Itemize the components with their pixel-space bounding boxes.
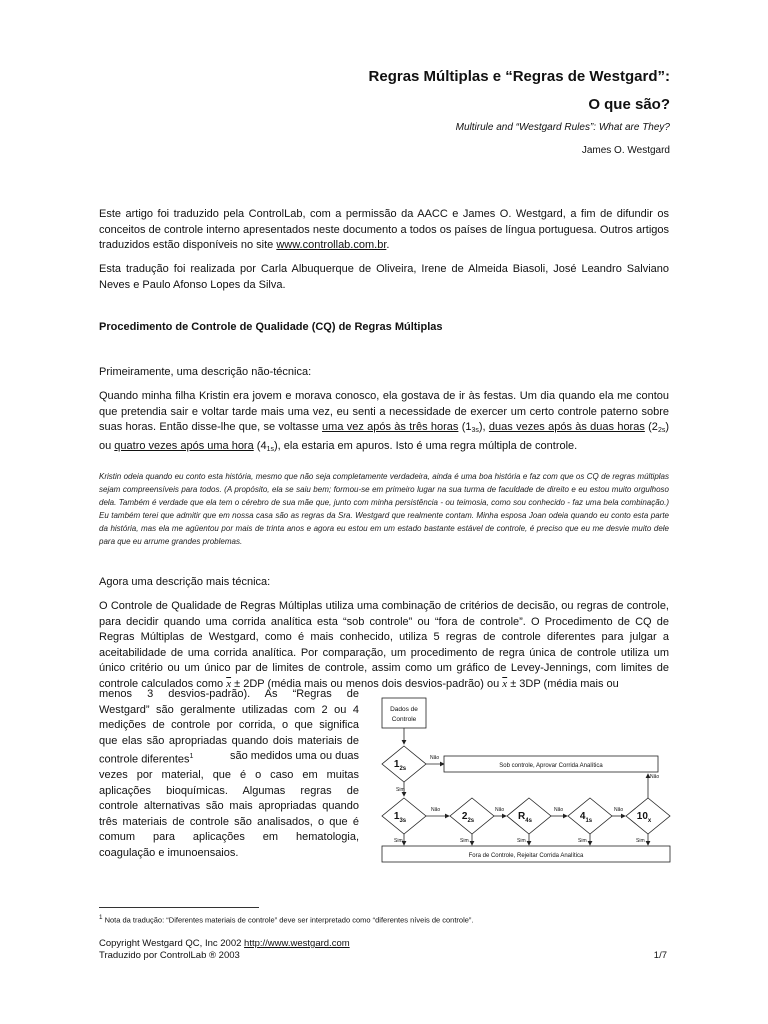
rule-phrase-3: quatro vezes após uma hora <box>114 439 254 452</box>
controllab-link[interactable]: www.controllab.com.br <box>276 239 387 251</box>
translated-by: Traduzido por ControlLab ® 2003 <box>99 950 240 961</box>
tech-text-mid: ± 2DP (média mais ou menos dois desvios-padrão) ou <box>231 677 503 690</box>
rule-phrase-2: duas vezes após às duas horas <box>488 421 645 433</box>
mean-symbol-2: $\overline{x}$ <box>502 677 508 690</box>
copyright-line <box>99 938 350 949</box>
wrap-line: aplicações bioquímicas. Algumas regras de <box>99 784 359 797</box>
westgard-link[interactable]: http://www.westgard.com <box>244 938 350 949</box>
story-text: Quando minha filha Kristin era jovem e morava conosco, ela gostava de ir às festas. Um dia quando ela me contou que pretendia sair e voltar tarde mais uma vez, eu senti a necessidade de exercer um certo controle paterno sobre suas horas. Então disse-lhe que, se voltasse <box>99 390 669 433</box>
no-label: Não <box>614 807 624 813</box>
wrap-line: menos 3 desvios-padrão). As “Regras de <box>99 688 359 700</box>
yes-label: Sim <box>578 838 587 844</box>
wrap-line: Westgard” são geralmente utilizadas com 2 ou 4 <box>99 703 359 716</box>
no-label: Não <box>495 807 505 813</box>
rule-4-1s-diamond <box>568 798 612 834</box>
intro-text: Este artigo foi traduzido pela ControlLab, com a permissão da AACC e James O. Westgard, a fim de difundir os conceitos de controle interno apresentados neste documento a todos os países de língua portuguesa. Outros artigos traduzidos estão disponíveis no site <box>99 208 669 251</box>
footnote <box>99 914 474 925</box>
wrap-line: medições de controle por corrida, o que significa <box>99 719 359 731</box>
wrap-line: coagulação e imunoensaios. <box>99 846 239 859</box>
rule-label: $1_{3s}$ <box>393 811 407 824</box>
rule-code-3-sub: 1s <box>266 445 274 453</box>
footnote-rule <box>99 907 259 908</box>
mean-symbol: $\overline{x}$ <box>226 677 232 690</box>
footnote-number: 1 <box>99 914 103 921</box>
yes-label: Sim <box>396 787 405 793</box>
tech-text-end: ± 3DP (média mais ou <box>507 677 619 690</box>
yes-label: Sim <box>517 838 526 844</box>
wrap-line: que elas são apropriadas quando dois materiais de <box>99 734 359 747</box>
wrap-line-footnote <box>99 749 359 768</box>
rule-10x-diamond <box>626 798 670 834</box>
rule-2-2s-diamond <box>450 798 494 834</box>
copyright-text: Copyright Westgard QC, Inc 2002 <box>99 938 245 949</box>
rule-code-1: (1 <box>458 421 472 433</box>
title-line-1: Regras Múltiplas e “Regras de Westgard”: <box>368 68 670 85</box>
accept-label: Sob controle, Aprovar Corrida Analítica <box>499 763 603 769</box>
reject-label: Fora de Controle, Rejeitar Corrida Analítica <box>468 853 584 859</box>
rule-label: $4_{1s}$ <box>579 811 593 824</box>
story-note: Kristin odeia quando eu conto esta história, mesmo que não seja completamente verdadeira, ainda é uma boa história e faz com que os CQ de regras múltiplas sejam compreensíveis para todos. (A propósito, ela se saiu bem; formou-se em primeiro lugar na sua turma de faculdade de direito e eu estou muito orgulhoso dela. Também é verdade que ela tem o cérebro de sua mãe que, junto com minha persistência - ou teimosia, como sou conhecido - faz uma bela combinação.) Eu também terei que admitir que em nossa casa são as regras da Sra. Westgard que realmente contam. Minha esposa Joan odeia quando eu conto esta parte da história, mas ela me agüentou por mais de trinta anos e agora eu estou em um estado bastante estável de controle, é preciso que eu me desvie muito dele para que eu arrume grandes problemas. <box>99 472 669 546</box>
section-heading: Procedimento de Controle de Qualidade (CQ) de Regras Múltiplas <box>99 321 443 333</box>
rule-code-1-sub: 3s <box>471 427 479 434</box>
rule-phrase-1: uma vez após às três horas <box>322 421 459 433</box>
nontech-heading: Primeiramente, uma descrição não-técnica: <box>99 366 312 378</box>
wrap-line: controle alternativas são mais apropriadas quando <box>99 800 359 813</box>
wrap-line: três materiais de controle são analisados, o que é <box>99 815 359 828</box>
data-box <box>382 698 426 728</box>
data-box-line-2: Controle <box>391 716 417 723</box>
footnote-text: Nota da tradução: “Diferentes materiais de controle” deve ser interpretado como “diferentes níveis de controle”. <box>102 915 474 925</box>
wrap-line-b: são medidos uma ou duas <box>229 750 359 762</box>
wrap-line-part <box>99 749 193 768</box>
wrap-column <box>99 687 359 861</box>
intro-end: . <box>386 239 390 251</box>
story-end: ), ela estaria em apuros. Isto é uma regra múltipla de controle. <box>273 439 578 452</box>
yes-label: Sim <box>636 838 645 844</box>
rule-1-3s-diamond <box>382 798 426 834</box>
rule-label: $R_{4s}$ <box>518 811 532 824</box>
story-paragraph <box>99 389 669 457</box>
footnote-ref[interactable]: 1 <box>189 753 194 760</box>
rule-label: $2_{2s}$ <box>461 811 475 824</box>
subtitle: Multirule and “Westgard Rules”: What are They? <box>455 122 670 133</box>
rule-code-1-close: ), <box>478 421 489 433</box>
rule-label: $10_x$ <box>636 811 652 824</box>
author: James O. Westgard <box>581 145 670 156</box>
wrap-line-a: controle diferentes <box>99 753 190 766</box>
yes-label: Sim <box>394 838 403 844</box>
no-label: Não <box>430 755 440 761</box>
title-line-2: O que são? <box>588 96 670 113</box>
westgard-flowchart <box>376 694 674 866</box>
tech-heading: Agora uma descrição mais técnica: <box>99 576 271 588</box>
wrap-line: vezes por material, que é o caso em muitas <box>99 769 359 782</box>
yes-label: Sim <box>460 838 469 844</box>
translators-paragraph: Esta tradução foi realizada por Carla Albuquerque de Oliveira, Irene de Almeida Biasoli, José Leandro Salviano Neves e Paulo Afonso Lopes da Silva. <box>99 263 669 291</box>
no-label: Não <box>554 807 564 813</box>
rule-label: $1_{2s}$ <box>393 759 407 772</box>
no-label: Não <box>650 774 660 780</box>
rule-code-2: (2 <box>644 421 658 433</box>
rule-1-2s-diamond <box>382 746 426 782</box>
tech-text: O Controle de Qualidade de Regras Múltiplas utiliza uma combinação de critérios de decisão, ou regras de controle, para decidir quando uma corrida analítica esta “sob controle” ou “fora de controle”. O Procedimento de CQ de Regras Múltiplas de Westgard, como é mais conhecido, utiliza 5 regras de controle diferentes para julgar a aceitabilidade de uma corrida analítica. Por comparação, um procedimento de regra única de controle utiliza um único critério ou um único par de limites de controle, assim como um gráfico de Levey-Jennings, com limites de controle calculados como <box>99 600 669 690</box>
intro-paragraph <box>99 207 669 254</box>
wrap-line: comum para aplicações em hematologia, <box>99 831 359 844</box>
rule-code-3: (4 <box>253 439 267 452</box>
rule-code-2-sub: 2s <box>657 427 666 434</box>
tech-paragraph <box>99 599 669 692</box>
page-number: 1/7 <box>653 950 667 961</box>
rule-r-4s-diamond <box>507 798 551 834</box>
no-label: Não <box>431 807 441 813</box>
data-box-line-1: Dados de <box>390 706 418 713</box>
rule-code-2-close: ) ou <box>99 421 670 452</box>
